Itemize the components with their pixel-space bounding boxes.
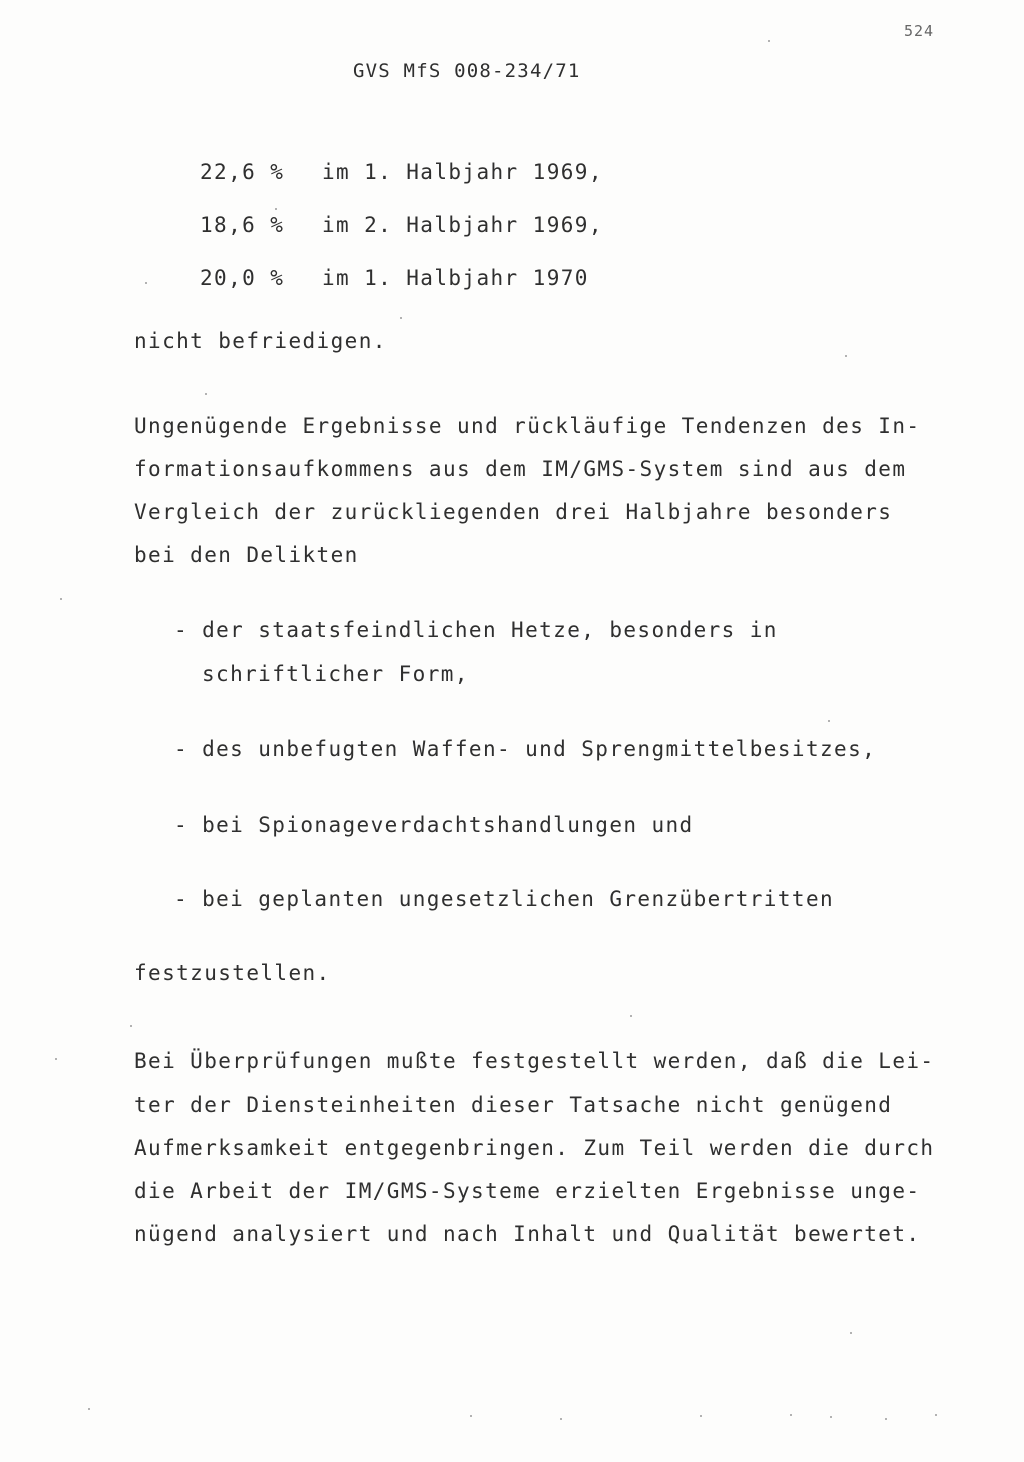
scan-speck (60, 598, 62, 600)
page-number: 524 (904, 22, 935, 40)
stat-text: im 2. Halbjahr 1969, (322, 213, 603, 237)
bullet-item: - bei geplanten ungesetzlichen Grenzübertritten (174, 887, 835, 911)
scan-speck (828, 720, 830, 722)
scan-speck (790, 1414, 792, 1416)
stat-value: 18,6 % (200, 213, 285, 237)
paragraph-line: nicht befriedigen. (134, 329, 387, 353)
scan-speck (145, 282, 147, 284)
scan-speck (400, 317, 402, 319)
scan-speck (560, 1418, 562, 1420)
scan-speck (205, 393, 207, 395)
bullet-item-continuation: schriftlicher Form, (202, 662, 469, 686)
stat-text: im 1. Halbjahr 1969, (322, 160, 603, 184)
scan-speck (850, 1332, 852, 1334)
scan-speck (275, 208, 277, 210)
stat-text: im 1. Halbjahr 1970 (322, 266, 589, 290)
paragraph-line: nügend analysiert und nach Inhalt und Qualität bewertet. (134, 1222, 921, 1246)
document-reference: GVS MfS 008-234/71 (353, 60, 581, 82)
scan-speck (768, 40, 770, 42)
scan-speck (88, 1408, 90, 1410)
scan-speck (470, 1415, 472, 1417)
paragraph-line: ter der Diensteinheiten dieser Tatsache nicht genügend (134, 1093, 893, 1117)
paragraph-line: bei den Delikten (134, 543, 359, 567)
stat-value: 22,6 % (200, 160, 285, 184)
paragraph-line: formationsaufkommens aus dem IM/GMS-System sind aus dem (134, 457, 907, 481)
paragraph-line: Vergleich der zurückliegenden drei Halbjahre besonders (134, 500, 893, 524)
scan-speck (700, 1415, 702, 1417)
paragraph-line: Bei Überprüfungen mußte festgestellt werden, daß die Lei- (134, 1049, 935, 1073)
stat-value: 20,0 % (200, 266, 285, 290)
scan-speck (55, 1058, 57, 1060)
paragraph-line: die Arbeit der IM/GMS-Systeme erzielten Ergebnisse unge- (134, 1179, 921, 1203)
scan-speck (830, 1416, 832, 1418)
scan-speck (885, 1418, 887, 1420)
bullet-item: - der staatsfeindlichen Hetze, besonders in (174, 618, 778, 642)
scan-speck (935, 1414, 937, 1416)
scan-speck (845, 355, 847, 357)
scan-speck (130, 1025, 132, 1027)
scan-speck (630, 1015, 632, 1017)
paragraph-line: Ungenügende Ergebnisse und rückläufige Tendenzen des In- (134, 414, 921, 438)
paragraph-line: Aufmerksamkeit entgegenbringen. Zum Teil werden die durch (134, 1136, 935, 1160)
bullet-item: - des unbefugten Waffen- und Sprengmittelbesitzes, (174, 737, 877, 761)
bullet-item: - bei Spionageverdachtshandlungen und (174, 813, 694, 837)
paragraph-line: festzustellen. (134, 961, 331, 985)
